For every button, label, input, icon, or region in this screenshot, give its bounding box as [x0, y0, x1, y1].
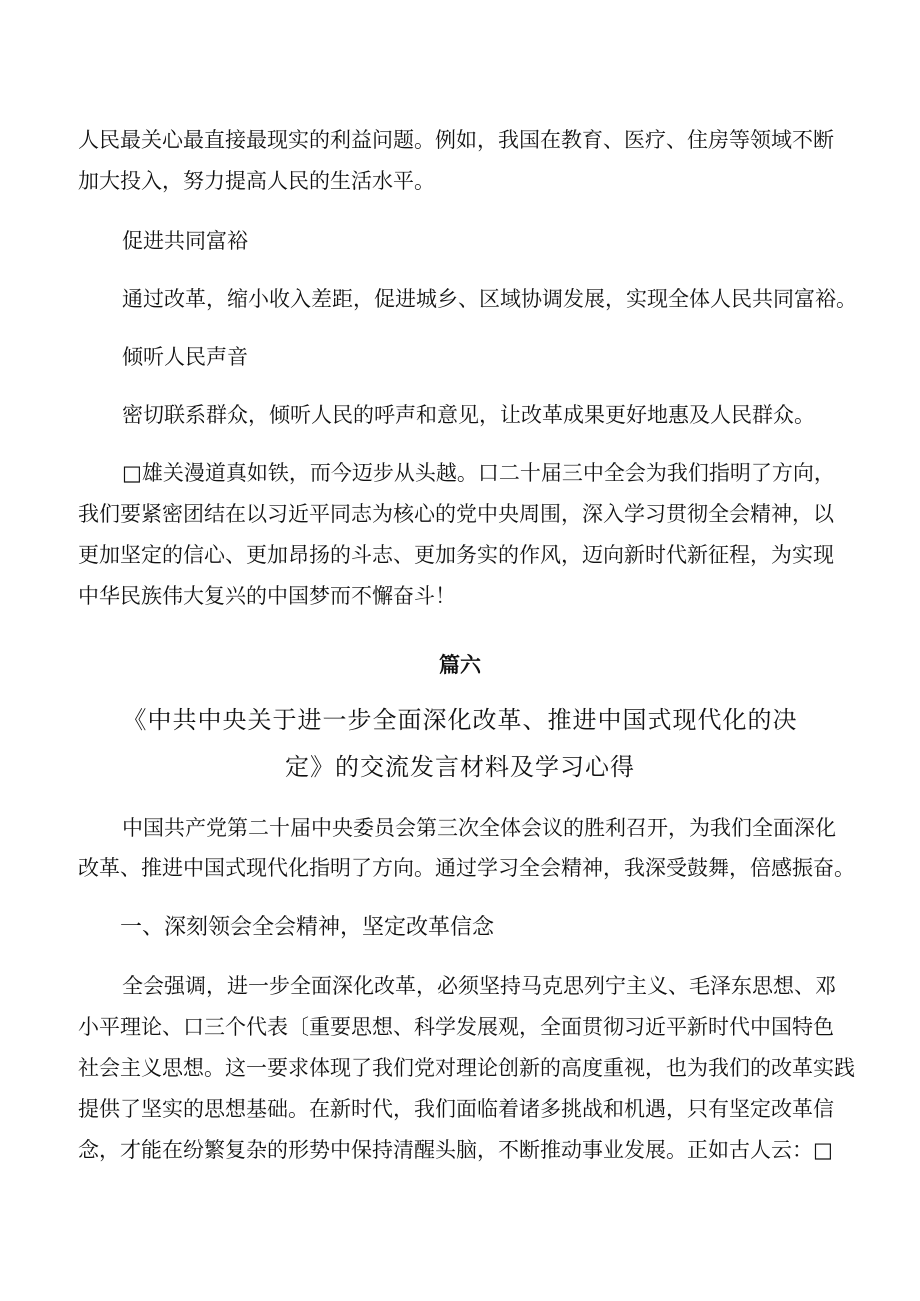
paragraph-line: 我们要紧密团结在以习近平同志为核心的党中央周围，深入学习贯彻全会精神，以 [78, 502, 834, 526]
paragraph-line: 加大投入，努力提高人民的生活水平。 [78, 169, 435, 193]
subhead: 倾听人民声音 [122, 345, 248, 369]
paragraph-line: 中国共产党第二十届中央委员会第三次全体会议的胜利召开，为我们全面深化 [122, 816, 836, 840]
section-heading: 一、深刻领会全会精神，坚定改革信念 [120, 915, 495, 940]
paragraph-line: □雄关漫道真如铁，而今迈步从头越。口二十届三中全会为我们指明了方向， [122, 461, 835, 485]
document-title-line: 《中共中央关于进一步全面深化改革、推进中国式现代化的决 [122, 706, 798, 734]
paragraph-line: 人民最关心最直接最现实的利益问题。例如，我国在教育、医疗、住房等领域不断 [78, 128, 834, 152]
subhead: 促进共同富裕 [122, 229, 248, 253]
paragraph-line: 通过改革，缩小收入差距，促进城乡、区域协调发展，实现全体人民共同富裕。 [122, 287, 857, 311]
paragraph-line: 更加坚定的信心、更加昂扬的斗志、更加务实的作风，迈向新时代新征程，为实现 [78, 543, 834, 567]
document-title-line: 定》的交流发言材料及学习心得 [285, 753, 635, 781]
section-label: 篇六 [439, 652, 481, 677]
paragraph-line: 小平理论、口三个代表〔重要思想、科学发展观，全面贯彻习近平新时代中国特色 [78, 1015, 834, 1039]
paragraph-line: 社会主义思想。这一要求体现了我们党对理论创新的高度重视，也为我们的改革实践 [78, 1056, 855, 1080]
paragraph-line: 全会强调，进一步全面深化改革，必须坚持马克思列宁主义、毛泽东思想、邓 [122, 974, 836, 998]
paragraph-line: 改革、推进中国式现代化指明了方向。通过学习全会精神，我深受鼓舞，倍感振奋。 [78, 856, 855, 880]
paragraph-line: 中华民族伟大复兴的中国梦而不懈奋斗！ [78, 584, 456, 608]
paragraph-line: 念，才能在纷繁复杂的形势中保持清醒头脑，不断推动事业发展。正如古人云：□ [78, 1138, 833, 1162]
paragraph-line: 密切联系群众，倾听人民的呼声和意见，让改革成果更好地惠及人民群众。 [122, 403, 815, 427]
paragraph-line: 提供了坚实的思想基础。在新时代，我们面临着诸多挑战和机遇，只有坚定改革信 [78, 1097, 834, 1121]
